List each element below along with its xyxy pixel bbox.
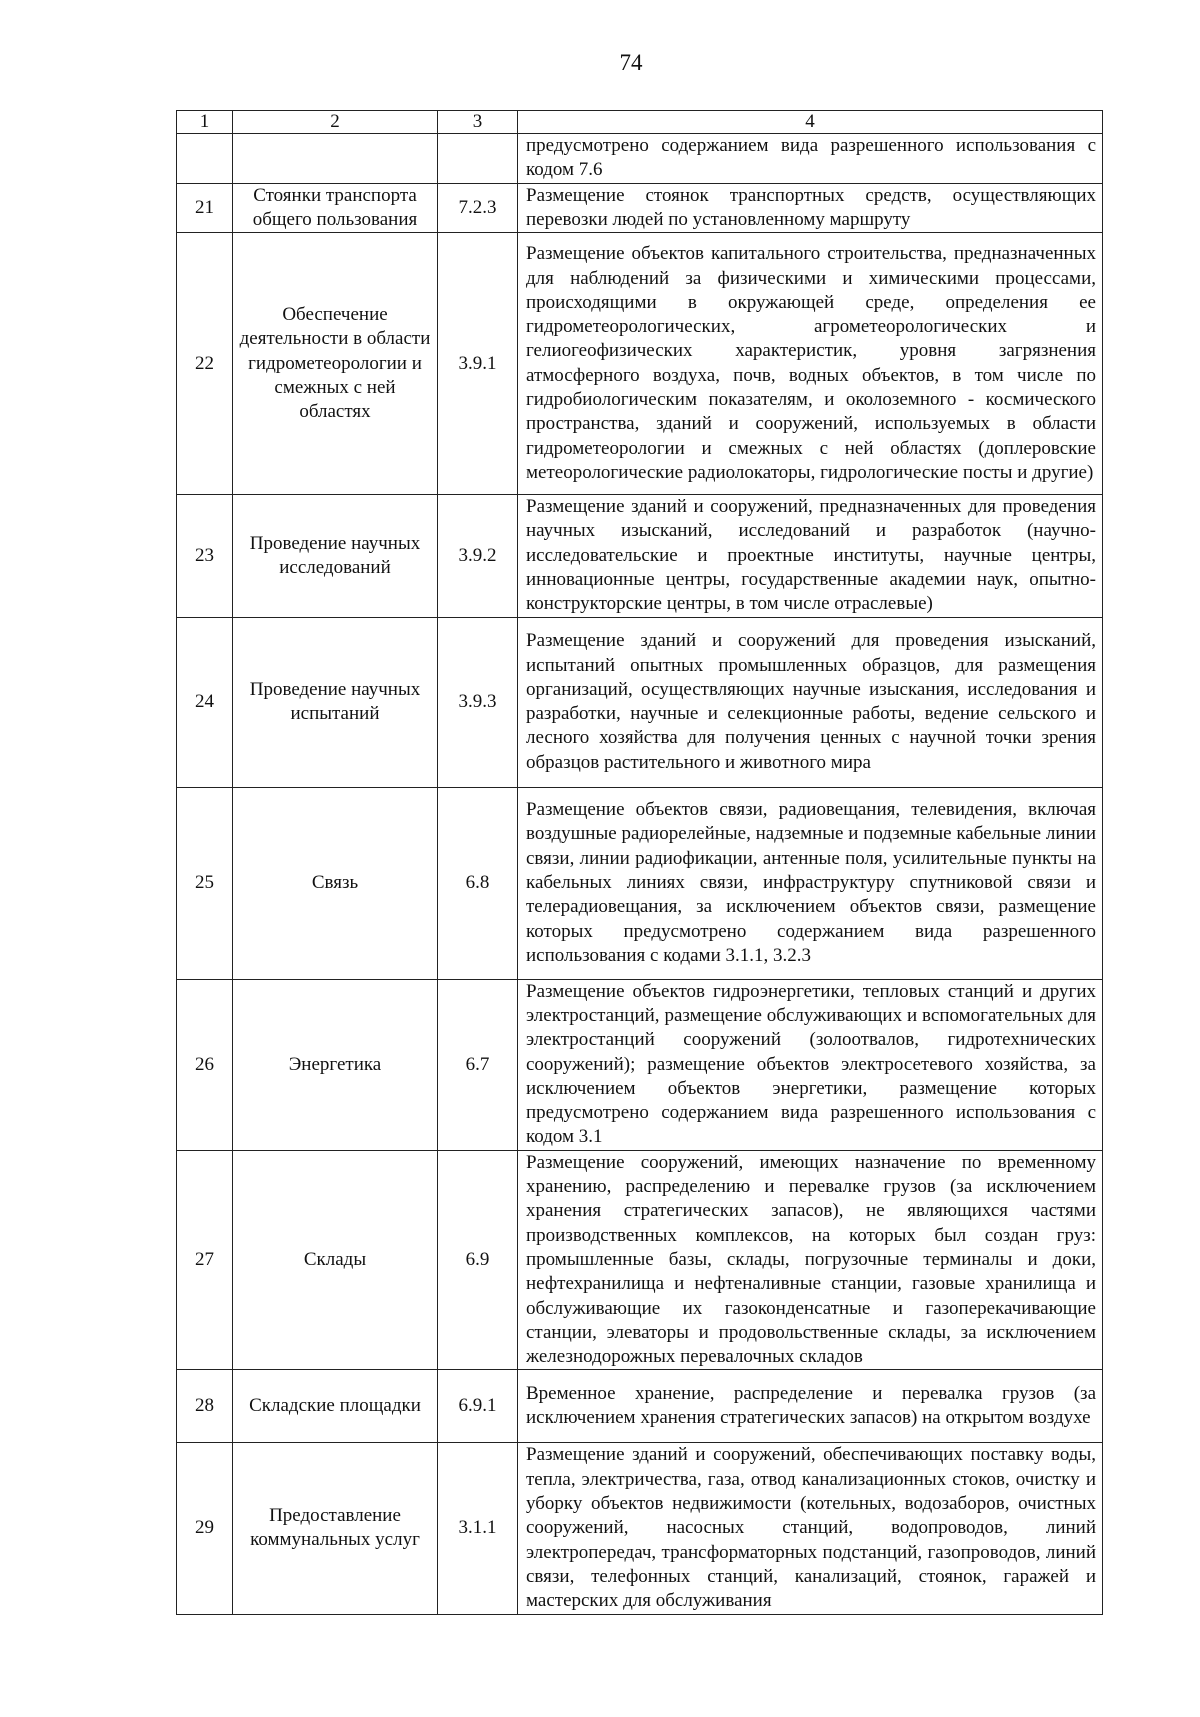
header-cell-number: 1 bbox=[177, 111, 233, 134]
table-row bbox=[177, 979, 1103, 1150]
header-cell-description: 4 bbox=[518, 111, 1103, 134]
row-name: Связь bbox=[233, 787, 438, 979]
row-description: Размещение объектов связи, радиовещания, телевидения, включая воздушные радиорелейные, надземные и подземные кабельные линии связи, линии радиофикации, антенные поля, усилительные пункты на кабельных линиях связи, инфраструктуру спутниковой связи и телерадиовещания, за исключением объектов связи, размещение которых предусмотрено содержанием вида разрешенного использования с кодами 3.1.1, 3.2.3 bbox=[518, 787, 1103, 979]
row-name: Проведение научных испытаний bbox=[233, 617, 438, 787]
row-code: 6.7 bbox=[438, 979, 518, 1150]
row-description: Размещение зданий и сооружений, обеспечивающих поставку воды, тепла, электричества, газа, отвод канализационных стоков, очистку и уборку объектов недвижимости (котельных, водозаборов, очистных сооружений, насосных станций, водопроводов, линий электропередач, трансформаторных подстанций, газопроводов, линий связи, телефонных станций, канализаций, стоянок, гаражей и мастерских для обслуживания bbox=[518, 1443, 1103, 1614]
page-number: 74 bbox=[619, 50, 643, 75]
row-name: Энергетика bbox=[233, 979, 438, 1150]
row-description: Размещение зданий и сооружений, предназначенных для проведения научных изысканий, исследований и разработок (научно-исследовательские и проектные институты, научные центры, инновационные центры, государственные академии наук, опытно-конструкторские центры, в том числе отраслевые) bbox=[518, 495, 1103, 617]
row-name: Предоставление коммунальных услуг bbox=[233, 1443, 438, 1614]
row-code: 3.9.1 bbox=[438, 233, 518, 495]
land-use-table bbox=[176, 110, 1103, 1615]
row-number: 22 bbox=[177, 233, 233, 495]
header-cell-code: 3 bbox=[438, 111, 518, 134]
row-description: предусмотрено содержанием вида разрешенного использования с кодом 7.6 bbox=[518, 134, 1103, 184]
table-row bbox=[177, 233, 1103, 495]
row-number: 24 bbox=[177, 617, 233, 787]
table-row bbox=[177, 134, 1103, 184]
table-row bbox=[177, 183, 1103, 233]
row-description: Размещение зданий и сооружений для проведения изысканий, испытаний опытных промышленных образцов, для размещения организаций, осуществляющих научные изыскания, исследования и разработки, научные и селекционные работы, ведение сельского и лесного хозяйства для получения ценных с научной точки зрения образцов растительного и животного мира bbox=[518, 617, 1103, 787]
table-row bbox=[177, 1370, 1103, 1443]
table-row bbox=[177, 617, 1103, 787]
row-name bbox=[233, 134, 438, 184]
row-number: 28 bbox=[177, 1370, 233, 1443]
row-number: 29 bbox=[177, 1443, 233, 1614]
row-name: Проведение научных исследований bbox=[233, 495, 438, 617]
row-code: 6.8 bbox=[438, 787, 518, 979]
row-code: 3.9.3 bbox=[438, 617, 518, 787]
row-code: 6.9 bbox=[438, 1150, 518, 1370]
row-number: 21 bbox=[177, 183, 233, 233]
row-code: 7.2.3 bbox=[438, 183, 518, 233]
row-code: 3.9.2 bbox=[438, 495, 518, 617]
table-row bbox=[177, 495, 1103, 617]
row-name: Обеспечение деятельности в области гидрометеорологии и смежных с ней областях bbox=[233, 233, 438, 495]
table-row bbox=[177, 1150, 1103, 1370]
row-name: Складские площадки bbox=[233, 1370, 438, 1443]
row-description: Размещение объектов гидроэнергетики, тепловых станций и других электростанций, размещение обслуживающих и вспомогательных для электростанций сооружений (золоотвалов, гидротехнических сооружений); размещение объектов электросетевого хозяйства, за исключением объектов энергетики, размещение которых предусмотрено содержанием вида разрешенного использования с кодом 3.1 bbox=[518, 979, 1103, 1150]
table-header-row bbox=[177, 111, 1103, 134]
header-cell-name: 2 bbox=[233, 111, 438, 134]
row-number: 25 bbox=[177, 787, 233, 979]
row-description: Размещение стоянок транспортных средств, осуществляющих перевозки людей по установленному маршруту bbox=[518, 183, 1103, 233]
row-description: Размещение объектов капитального строительства, предназначенных для наблюдений за физическими и химическими процессами, происходящими в окружающей среде, определения ее гидрометеорологических, агрометеорологических и гелиогеофизических характеристик, уровня загрязнения атмосферного воздуха, почв, водных объектов, в том числе по гидробиологическим показателям, и околоземного - космического пространства, зданий и сооружений, используемых в области гидрометеорологии и смежных с ней областях (доплеровские метеорологические радиолокаторы, гидрологические посты и другие) bbox=[518, 233, 1103, 495]
row-description: Временное хранение, распределение и перевалка грузов (за исключением хранения стратегических запасов) на открытом воздухе bbox=[518, 1370, 1103, 1443]
row-description: Размещение сооружений, имеющих назначение по временному хранению, распределению и перевалке грузов (за исключением хранения стратегических запасов), не являющихся частями производственных комплексов, на которых был создан груз: промышленные базы, склады, погрузочные терминалы и доки, нефтехранилища и нефтеналивные станции, газовые хранилища и обслуживающие их газоконденсатные и газоперекачивающие станции, элеваторы и продовольственные склады, за исключением железнодорожных перевалочных складов bbox=[518, 1150, 1103, 1370]
row-code: 3.1.1 bbox=[438, 1443, 518, 1614]
row-number: 26 bbox=[177, 979, 233, 1150]
row-name: Склады bbox=[233, 1150, 438, 1370]
row-name: Стоянки транспорта общего пользования bbox=[233, 183, 438, 233]
table-row bbox=[177, 787, 1103, 979]
table-row bbox=[177, 1443, 1103, 1614]
row-number: 23 bbox=[177, 495, 233, 617]
row-code: 6.9.1 bbox=[438, 1370, 518, 1443]
row-number bbox=[177, 134, 233, 184]
row-code bbox=[438, 134, 518, 184]
row-number: 27 bbox=[177, 1150, 233, 1370]
